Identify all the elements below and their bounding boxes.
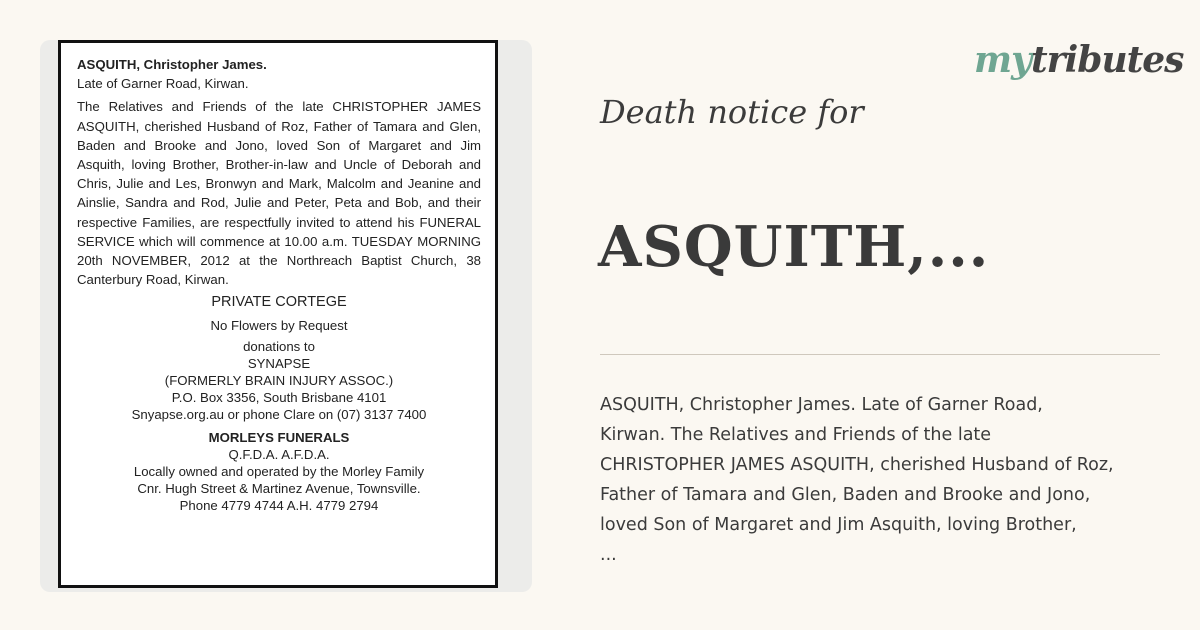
clipping-flowers: No Flowers by Request (210, 317, 348, 333)
notice-image-frame (40, 40, 532, 592)
clipping-phone: Phone 4779 4744 A.H. 4779 2794 (179, 497, 379, 513)
newspaper-clipping (58, 40, 498, 588)
clipping-donations (77, 338, 481, 423)
clipping-funeral-director (77, 429, 481, 514)
clipping-cortege: PRIVATE CORTEGE (211, 294, 347, 311)
notice-excerpt (600, 390, 1180, 570)
logo-my: my (974, 39, 1032, 81)
clipping-contact: Snyapse.org.au or phone Clare on (07) 3137 7400 (131, 406, 427, 422)
excerpt-line: Kirwan. The Relatives and Friends of the late (600, 425, 992, 445)
notice-lead: Death notice for (600, 93, 864, 131)
logo-rest: tributes (1031, 39, 1184, 81)
clipping-donations-to: donations to (243, 338, 315, 354)
clipping-charity: SYNAPSE (247, 355, 311, 371)
clipping-late-of: Late of Garner Road, Kirwan. (77, 76, 249, 92)
excerpt-line: loved Son of Margaret and Jim Asquith, loving Brother, (600, 515, 1077, 535)
excerpt-line: Father of Tamara and Glen, Baden and Brooke and Jono, (600, 485, 1091, 505)
divider (600, 354, 1160, 355)
clipping-body: The Relatives and Friends of the late CHRISTOPHER JAMES ASQUITH, cherished Husband of Roz, Father of Tamara and Glen, Baden and Brooke and Jono, loved Son of Margaret and Jim Asquith, loving Brother, Brother-in-law and Uncle of Deborah and Chris, Julie and Les, Bronwyn and Mark, Malcolm and Jeanine and Ainslie, Sandra and Rod, Julie and Peter, Peta and Bob, and their respective Families, are respectfully invited to attend his FUNERAL SERVICE which will commence at 10.00 a.m. TUESDAY MORNING 20th NOVEMBER, 2012 at the Northreach Baptist Church, 38 Canterbury Road, Kirwan. (77, 99, 481, 288)
excerpt-line: CHRISTOPHER JAMES ASQUITH, cherished Husband of Roz, (600, 455, 1114, 475)
clipping-charity-former: (FORMERLY BRAIN INJURY ASSOC.) (164, 372, 394, 388)
clipping-po-box: P.O. Box 3356, South Brisbane 4101 (171, 389, 387, 405)
excerpt-ellipsis: ... (600, 545, 617, 565)
clipping-owned: Locally owned and operated by the Morley Family (133, 463, 425, 479)
deceased-name: ASQUITH,... (598, 214, 990, 280)
clipping-heading: ASQUITH, Christopher James. (77, 57, 267, 72)
excerpt-line: ASQUITH, Christopher James. Late of Garner Road, (600, 395, 1043, 415)
mytributes-logo[interactable] (974, 38, 1183, 82)
clipping-accreditation: Q.F.D.A. A.F.D.A. (228, 446, 330, 462)
clipping-director-name: MORLEYS FUNERALS (208, 429, 350, 445)
clipping-address: Cnr. Hugh Street & Martinez Avenue, Townsville. (137, 480, 421, 496)
